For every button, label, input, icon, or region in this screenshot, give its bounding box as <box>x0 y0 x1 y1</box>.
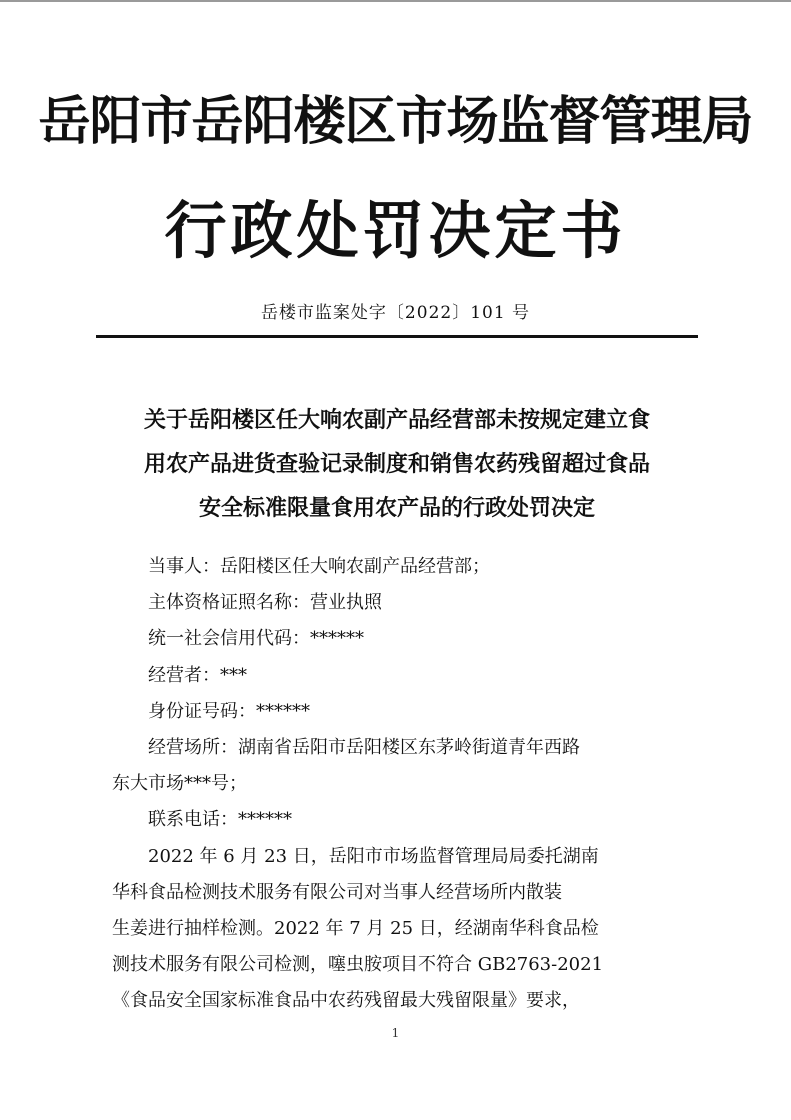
phone-line: 联系电话：****** <box>148 809 292 831</box>
scan-edge-line <box>0 0 791 2</box>
decision-title-line: 关于岳阳楼区任大响农副产品经营部未按规定建立食 <box>143 408 650 433</box>
document-type-title: 行政处罚决定书 <box>164 194 627 267</box>
operator-line: 经营者：*** <box>148 664 247 686</box>
license-name-line: 主体资格证照名称：营业执照 <box>148 592 382 614</box>
decision-title <box>96 399 698 531</box>
document-number: 岳楼市监案处字〔2022〕101 号 <box>260 303 531 323</box>
id-number-line: 身份证号码：****** <box>148 700 310 722</box>
paragraph-line: 华科食品检测技术服务有限公司对当事人经营场所内散装 <box>112 881 562 903</box>
decision-title-line: 安全标准限量食用农产品的行政处罚决定 <box>198 496 595 521</box>
paragraph-line: 生姜进行抽样检测。2022 年 7 月 25 日，经湖南华科食品检 <box>112 917 599 939</box>
credit-code-line: 统一社会信用代码：****** <box>148 628 364 650</box>
paragraph-line: 《食品安全国家标准食品中农药残留最大残留限量》要求， <box>112 990 580 1012</box>
party-line: 当事人：岳阳楼区任大响农副产品经营部； <box>148 556 490 577</box>
address-line: 经营场所：湖南省岳阳市岳阳楼区东茅岭街道青年西路 <box>148 736 580 758</box>
address-line-continued: 东大市场***号； <box>112 773 247 795</box>
page-number: 1 <box>391 1026 400 1040</box>
decision-title-line: 用农产品进货查验记录制度和销售农药残留超过食品 <box>143 452 650 477</box>
paragraph-line: 2022 年 6 月 23 日，岳阳市市场监督管理局局委托湖南 <box>148 845 599 867</box>
agency-name: 岳阳市岳阳楼区市场监督管理局 <box>38 92 753 152</box>
paragraph-line: 测技术服务有限公司检测，噻虫胺项目不符合 GB2763-2021 <box>112 954 604 976</box>
document-body <box>112 549 684 1019</box>
header-divider <box>96 335 698 338</box>
